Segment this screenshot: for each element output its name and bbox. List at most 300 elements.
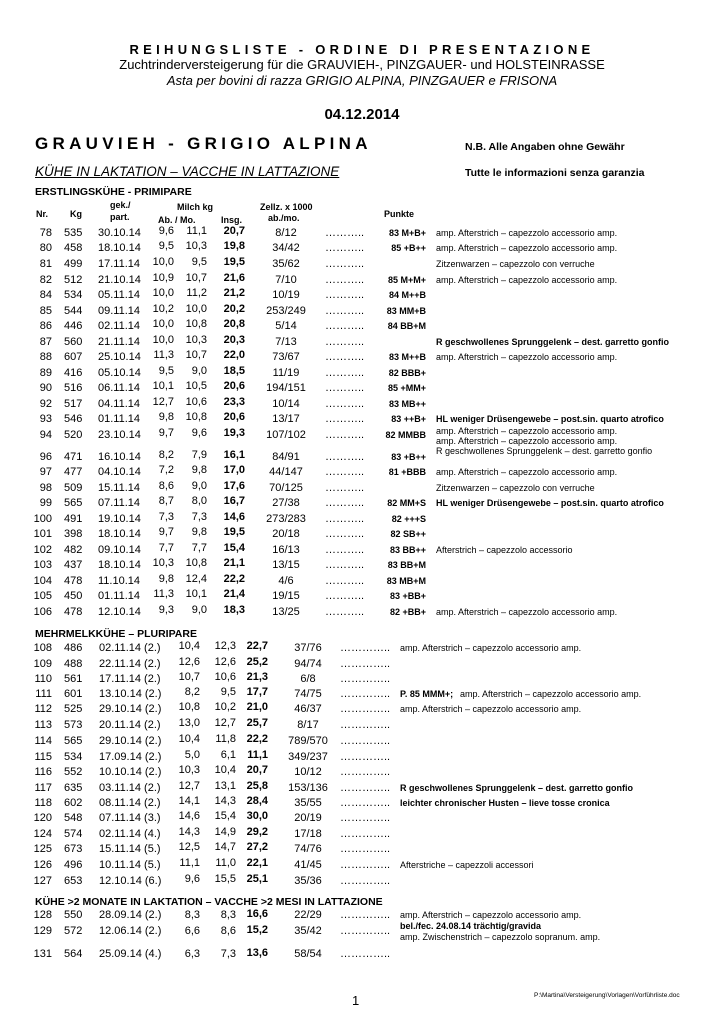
cell-calving-date: 07.11.14 xyxy=(98,497,141,509)
cell-milk-am: 10,1 xyxy=(152,380,174,392)
cell-milk-total: 19,8 xyxy=(223,240,245,252)
cell-weight: 437 xyxy=(64,559,83,571)
cell-weight: 565 xyxy=(64,735,83,747)
cell-nr: 89 xyxy=(39,367,52,379)
cell-nr: 82 xyxy=(39,274,52,286)
cell-milk-total: 29,2 xyxy=(246,826,268,838)
cell-milk-total: 22,1 xyxy=(246,857,268,869)
cell-milk-total: 25,8 xyxy=(246,780,268,792)
cell-dots: ……….. xyxy=(325,274,365,286)
auction-subtitle: Zuchtrinderversteigerung für die GRAUVIEH-, PINZGAUER- und HOLSTEINRASSE xyxy=(119,57,605,72)
cell-milk-total: 23,3 xyxy=(223,396,245,408)
cell-somatic-cells: 7/13 xyxy=(275,336,297,348)
cell-milk-am: 10,0 xyxy=(152,287,174,299)
cell-milk-pm: 11,8 xyxy=(215,733,236,745)
cell-somatic-cells: 58/54 xyxy=(294,948,322,960)
auction-subtitle-it: Asta per bovini di razza GRIGIO ALPINA, PINZGAUER e FRISONA xyxy=(166,73,558,88)
cell-milk-total: 16,6 xyxy=(246,908,268,920)
cell-dots: ……….. xyxy=(325,351,365,363)
cell-points: 85 M+M+ xyxy=(387,275,426,285)
cell-nr: 116 xyxy=(34,766,52,778)
cell-dots: ……….. xyxy=(325,429,365,441)
cell-milk-pm: 11,2 xyxy=(186,287,207,299)
table-row xyxy=(0,466,724,482)
cell-dots: ………….. xyxy=(340,843,391,855)
cell-calving-date: 30.10.14 xyxy=(98,227,141,239)
cell-nr: 81 xyxy=(39,258,52,270)
cell-milk-am: 11,3 xyxy=(153,349,174,361)
cell-milk-total: 21,3 xyxy=(246,671,268,683)
table-row xyxy=(0,875,724,891)
cell-milk-pm: 15,5 xyxy=(214,873,236,885)
cell-milk-am: 9,7 xyxy=(158,526,174,538)
cell-points: 83 MB++ xyxy=(388,399,426,409)
cell-weight: 398 xyxy=(64,528,83,540)
cell-milk-am: 9,5 xyxy=(158,240,174,252)
cell-milk-am: 10,4 xyxy=(178,640,200,652)
cell-somatic-cells: 41/45 xyxy=(294,859,322,871)
cell-remarks: HL weniger Drüsengewebe – post.sin. quarto atrofico xyxy=(436,414,664,424)
cell-somatic-cells: 153/136 xyxy=(288,782,328,794)
cell-points: 83 BB+M xyxy=(387,560,426,570)
cell-milk-pm: 8,3 xyxy=(220,909,236,921)
table-row xyxy=(0,782,724,798)
cell-remarks: R geschwollenes Sprunggelenk – dest. garretto gonfio xyxy=(436,337,670,347)
cell-milk-pm: 10,5 xyxy=(185,380,207,392)
cell-milk-pm: 7,7 xyxy=(191,542,207,554)
table-row xyxy=(0,482,724,498)
cell-somatic-cells: 16/13 xyxy=(272,544,300,556)
cell-dots: ………….. xyxy=(340,735,391,747)
cell-milk-total: 21,6 xyxy=(223,272,245,284)
cell-somatic-cells: 46/37 xyxy=(294,703,322,715)
cell-dots: ……….. xyxy=(325,528,365,540)
cell-calving-date: 18.10.14 xyxy=(98,242,141,254)
cell-somatic-cells: 27/38 xyxy=(272,497,300,509)
cell-milk-pm: 9,8 xyxy=(191,526,207,538)
cell-points: 83 MM+B xyxy=(386,306,426,316)
cell-nr: 101 xyxy=(33,528,52,540)
cell-milk-pm: 10,0 xyxy=(185,303,207,315)
cell-milk-pm: 9,0 xyxy=(191,604,207,616)
cell-weight: 512 xyxy=(64,274,83,286)
cell-nr: 98 xyxy=(39,482,52,494)
table-row xyxy=(0,559,724,575)
cell-remarks: amp. Afterstrich – capezzolo accessorio amp. xyxy=(400,704,582,714)
cell-milk-total: 20,7 xyxy=(223,225,245,237)
cell-milk-total: 25,7 xyxy=(246,717,268,729)
cell-calving-date: 28.09.14 (2.) xyxy=(99,909,162,921)
cell-milk-am: 7,7 xyxy=(158,542,174,554)
cell-somatic-cells: 6/8 xyxy=(300,673,316,685)
cell-remarks-lead: P. 85 MMM+; xyxy=(400,689,454,699)
cell-somatic-cells: 73/67 xyxy=(272,351,300,363)
cell-somatic-cells: 34/42 xyxy=(272,242,300,254)
cell-milk-pm: 12,4 xyxy=(185,573,207,585)
cell-dots: ……….. xyxy=(325,466,365,478)
cell-remarks: R geschwollenes Sprunggelenk – dest. garretto gonfio xyxy=(436,446,653,456)
cell-dots: ………….. xyxy=(340,812,391,824)
table-row xyxy=(0,528,724,544)
cell-nr: 113 xyxy=(34,719,52,731)
cell-milk-am: 9,5 xyxy=(158,365,174,377)
cell-points: 83 +BB+ xyxy=(389,591,426,601)
cell-milk-am: 10,4 xyxy=(178,733,200,745)
cell-nr: 96 xyxy=(39,451,52,463)
cell-somatic-cells: 13/15 xyxy=(272,559,300,571)
cell-milk-total: 20,8 xyxy=(223,318,245,330)
cell-weight: 552 xyxy=(64,766,83,778)
cell-weight: 450 xyxy=(64,590,83,602)
cell-nr: 114 xyxy=(34,735,52,747)
cell-somatic-cells: 44/147 xyxy=(269,466,303,478)
category-title: KÜHE IN LAKTATION – VACCHE IN LATTAZIONE xyxy=(35,164,340,179)
cell-milk-total: 22,0 xyxy=(223,349,245,361)
cell-calving-date: 17.09.14 (2.) xyxy=(99,751,162,763)
cell-weight: 550 xyxy=(64,909,83,921)
cell-nr: 78 xyxy=(39,227,52,239)
cell-nr: 125 xyxy=(33,843,52,855)
table-row xyxy=(0,797,724,813)
cell-milk-pm: 8,6 xyxy=(220,925,236,937)
cell-remarks: R geschwollenes Sprunggelenk – dest. garretto gonfio xyxy=(400,783,634,793)
cell-milk-am: 11,1 xyxy=(179,857,200,869)
cell-milk-am: 12,7 xyxy=(178,780,200,792)
cell-dots: ……….. xyxy=(325,305,365,317)
cell-weight: 509 xyxy=(64,482,83,494)
table-row xyxy=(0,289,724,305)
cell-weight: 607 xyxy=(64,351,83,363)
cell-nr: 109 xyxy=(33,658,52,670)
cell-calving-date: 19.10.14 xyxy=(98,513,141,525)
cell-dots: ………….. xyxy=(340,673,391,685)
cell-weight: 525 xyxy=(64,703,83,715)
table-row xyxy=(0,859,724,875)
cell-nr: 100 xyxy=(33,513,52,525)
table-row xyxy=(0,242,724,258)
table-row xyxy=(0,305,724,321)
cell-points: 83 M++B xyxy=(388,352,426,362)
cell-nr: 105 xyxy=(33,590,52,602)
cell-weight: 602 xyxy=(64,797,83,809)
table-row xyxy=(0,451,724,467)
table-row xyxy=(0,398,724,414)
cell-milk-total: 18,3 xyxy=(223,604,245,616)
table-row xyxy=(0,751,724,767)
cell-milk-total: 16,1 xyxy=(223,449,245,461)
cell-milk-pm: 14,7 xyxy=(214,841,236,853)
cell-points: 83 BB++ xyxy=(389,545,426,555)
column-header-milk: Milch kg xyxy=(177,202,214,212)
cell-dots: ………….. xyxy=(340,925,391,937)
section-title-late-lactation: KÜHE >2 MONATE IN LAKTATION – VACCHE >2 MESI IN LATTAZIONE xyxy=(35,896,383,908)
cell-milk-pm: 10,4 xyxy=(214,764,236,776)
cell-weight: 561 xyxy=(64,673,83,685)
cell-dots: ……….. xyxy=(325,544,365,556)
cell-milk-am: 10,7 xyxy=(178,671,200,683)
cell-remarks: Zitzenwarzen – capezzolo con verruche xyxy=(436,259,595,269)
cell-calving-date: 01.11.14 xyxy=(98,590,141,602)
cell-dots: ……….. xyxy=(325,367,365,379)
cell-nr: 108 xyxy=(33,642,52,654)
cell-milk-am: 11,3 xyxy=(153,588,174,600)
cell-nr: 104 xyxy=(33,575,52,587)
cell-milk-pm: 7,3 xyxy=(220,948,236,960)
cell-milk-am: 14,6 xyxy=(178,810,200,822)
cell-milk-total: 11,1 xyxy=(247,749,268,761)
column-header-kg: Kg xyxy=(70,209,82,219)
cell-weight: 486 xyxy=(64,642,83,654)
cell-somatic-cells: 107/102 xyxy=(266,429,306,441)
table-row xyxy=(0,948,724,964)
cell-milk-total: 17,0 xyxy=(223,464,245,476)
cell-milk-total: 22,7 xyxy=(246,640,268,652)
table-row xyxy=(0,590,724,606)
cell-milk-total: 22,2 xyxy=(246,733,268,745)
cell-remarks: amp. Afterstrich – capezzolo accessorio amp. xyxy=(436,228,618,238)
cell-weight: 520 xyxy=(64,429,83,441)
cell-somatic-cells: 5/14 xyxy=(275,320,297,332)
cell-weight: 478 xyxy=(64,606,83,618)
table-row xyxy=(0,227,724,243)
cell-points: 83 ++B+ xyxy=(391,414,426,424)
cell-nr: 90 xyxy=(39,382,52,394)
cell-nr: 110 xyxy=(34,673,52,685)
cell-calving-date: 05.10.14 xyxy=(98,367,141,379)
cell-milk-am: 12,5 xyxy=(178,841,200,853)
cell-weight: 499 xyxy=(64,258,83,270)
table-row xyxy=(0,258,724,274)
cell-calving-date: 23.10.14 xyxy=(98,429,141,441)
table-row xyxy=(0,828,724,844)
cell-somatic-cells: 13/25 xyxy=(272,606,300,618)
table-row xyxy=(0,735,724,751)
cell-dots: ……….. xyxy=(325,258,365,270)
cell-weight: 471 xyxy=(64,451,83,463)
cell-dots: ………….. xyxy=(340,703,391,715)
cell-points: 84 BB+M xyxy=(387,321,426,331)
cell-milk-total: 14,6 xyxy=(223,511,245,523)
cell-calving-date: 09.10.14 xyxy=(98,544,141,556)
cell-milk-am: 10,0 xyxy=(152,318,174,330)
cell-nr: 127 xyxy=(33,875,52,887)
file-path: P:\Martina\Versteigerung\Vorlagen\Vorführliste.doc xyxy=(534,992,680,999)
cell-nr: 86 xyxy=(39,320,52,332)
cell-milk-pm: 10,6 xyxy=(214,671,236,683)
cell-nr: 117 xyxy=(34,782,52,794)
cell-somatic-cells: 4/6 xyxy=(278,575,294,587)
cell-weight: 572 xyxy=(64,925,83,937)
cell-dots: ………….. xyxy=(340,642,391,654)
cell-nr: 120 xyxy=(33,812,52,824)
cell-nr: 94 xyxy=(39,429,52,441)
cell-nr: 97 xyxy=(39,466,52,478)
cell-milk-total: 27,2 xyxy=(246,841,268,853)
cell-points: 82 +BB+ xyxy=(389,607,426,617)
cell-nr: 118 xyxy=(34,797,52,809)
cell-milk-pm: 12,7 xyxy=(214,717,236,729)
cell-weight: 534 xyxy=(64,751,83,763)
cell-milk-am: 12,7 xyxy=(152,396,174,408)
cell-calving-date: 29.10.14 (2.) xyxy=(99,735,162,747)
cell-nr: 92 xyxy=(39,398,52,410)
cell-calving-date: 05.11.14 xyxy=(98,289,141,301)
cell-dots: ………….. xyxy=(340,859,391,871)
cell-somatic-cells: 35/36 xyxy=(294,875,322,887)
cell-dots: ……….. xyxy=(325,590,365,602)
cell-calving-date: 21.10.14 xyxy=(98,274,141,286)
cell-milk-total: 20,3 xyxy=(223,334,245,346)
cell-nr: 126 xyxy=(33,859,52,871)
cell-dots: ………….. xyxy=(340,948,391,960)
cell-milk-am: 7,3 xyxy=(158,511,174,523)
cell-calving-date: 18.10.14 xyxy=(98,528,141,540)
cell-milk-total: 19,5 xyxy=(223,526,245,538)
cell-remarks-lead: bel./fec. 24.08.14 trächtig/gravida xyxy=(400,921,542,931)
auction-date: 04.12.2014 xyxy=(324,106,400,123)
table-row xyxy=(0,274,724,290)
cell-milk-total: 22,2 xyxy=(223,573,245,585)
cell-somatic-cells: 10/14 xyxy=(272,398,300,410)
cell-milk-am: 5,0 xyxy=(184,749,200,761)
cell-calving-date: 07.11.14 (3.) xyxy=(99,812,161,824)
cell-remarks: amp. Afterstrich – capezzolo accessorio amp. xyxy=(436,607,618,617)
cell-remarks: amp. Afterstrich – capezzolo accessorio amp. xyxy=(436,275,618,285)
cell-somatic-cells: 7/10 xyxy=(275,274,297,286)
cell-milk-pm: 14,9 xyxy=(214,826,236,838)
table-row xyxy=(0,812,724,828)
cell-points: 82 MM+S xyxy=(387,498,426,508)
cell-somatic-cells: 35/42 xyxy=(294,925,322,937)
cell-calving-date: 12.10.14 (6.) xyxy=(99,875,162,887)
cell-calving-date: 20.11.14 (2.) xyxy=(99,719,161,731)
cell-milk-total: 18,5 xyxy=(223,365,245,377)
disclaimer-it: Tutte le informazioni senza garanzia xyxy=(465,167,645,179)
cell-nr: 128 xyxy=(33,909,52,921)
cell-remarks: Afterstrich – capezzolo accessorio xyxy=(436,545,573,555)
cell-somatic-cells: 19/15 xyxy=(272,590,300,602)
cell-dots: ……….. xyxy=(325,336,365,348)
cell-milk-pm: 10,6 xyxy=(185,396,207,408)
section-title-primipare: ERSTLINGSKÜHE - PRIMIPARE xyxy=(35,186,192,198)
cell-weight: 544 xyxy=(64,305,83,317)
cell-milk-am: 9,8 xyxy=(158,411,174,423)
table-row xyxy=(0,921,724,942)
cell-calving-date: 12.10.14 xyxy=(98,606,141,618)
cell-milk-am: 10,0 xyxy=(152,334,174,346)
cell-milk-pm: 6,1 xyxy=(220,749,236,761)
cell-milk-am: 9,8 xyxy=(158,573,174,585)
cell-milk-am: 14,3 xyxy=(178,826,200,838)
cell-somatic-cells: 37/76 xyxy=(294,642,322,654)
cell-milk-am: 12,6 xyxy=(178,656,200,668)
cell-dots: ……….. xyxy=(325,398,365,410)
cell-somatic-cells: 84/91 xyxy=(272,451,300,463)
cell-remarks: Zitzenwarzen – capezzolo con verruche xyxy=(436,483,595,493)
cell-somatic-cells: 8/17 xyxy=(297,719,319,731)
cell-somatic-cells: 20/18 xyxy=(272,528,300,540)
cell-points: 83 +B++ xyxy=(391,452,426,462)
cell-milk-pm: 11,1 xyxy=(186,225,207,237)
cell-milk-total: 17,6 xyxy=(223,480,245,492)
cell-weight: 535 xyxy=(64,227,83,239)
cell-calving-date: 03.11.14 (2.) xyxy=(99,782,161,794)
cell-remarks: HL weniger Drüsengewebe – post.sin. quarto atrofico xyxy=(436,498,664,508)
cell-nr: 80 xyxy=(39,242,52,254)
cell-somatic-cells: 273/283 xyxy=(266,513,306,525)
cell-milk-pm: 9,5 xyxy=(220,686,236,698)
cell-remarks: amp. Afterstrich – capezzolo accessorio amp. xyxy=(400,643,582,653)
cell-milk-pm: 9,0 xyxy=(191,480,207,492)
table-row xyxy=(0,703,724,719)
cell-dots: ………….. xyxy=(340,909,391,921)
cell-calving-date: 29.10.14 (2.) xyxy=(99,703,162,715)
cell-dots: ………….. xyxy=(340,688,391,700)
cell-milk-total: 28,4 xyxy=(246,795,268,807)
column-header-milk-total: Insg. xyxy=(221,215,243,225)
cell-milk-am: 10,9 xyxy=(152,272,174,284)
cell-milk-total: 21,2 xyxy=(223,287,245,299)
cell-calving-date: 13.10.14 (2.) xyxy=(99,688,162,700)
cell-weight: 516 xyxy=(64,382,83,394)
table-row xyxy=(0,719,724,735)
cell-nr: 115 xyxy=(34,751,52,763)
cell-milk-am: 10,8 xyxy=(178,701,200,713)
cell-calving-date: 15.11.14 (5.) xyxy=(99,843,161,855)
cell-milk-pm: 8,0 xyxy=(191,495,207,507)
cell-points: 82 +++S xyxy=(391,514,426,524)
cell-milk-pm: 12,3 xyxy=(214,640,236,652)
cell-milk-total: 20,6 xyxy=(223,411,245,423)
cell-milk-pm: 9,0 xyxy=(191,365,207,377)
cell-points: 83 MB+M xyxy=(386,576,426,586)
cell-nr: 129 xyxy=(33,925,52,937)
cell-dots: ……….. xyxy=(325,382,365,394)
cell-dots: ………….. xyxy=(340,751,391,763)
column-header-cells: Zellz. x 1000 xyxy=(260,202,313,212)
cell-milk-total: 20,2 xyxy=(223,303,245,315)
cell-milk-total: 15,2 xyxy=(246,924,268,936)
column-header-cells-it: ab./mo. xyxy=(268,213,300,223)
cell-milk-pm: 13,1 xyxy=(214,780,236,792)
cell-nr: 99 xyxy=(39,497,52,509)
cell-milk-am: 10,3 xyxy=(178,764,200,776)
table-row xyxy=(0,843,724,859)
cell-calving-date: 25.10.14 xyxy=(98,351,141,363)
cell-milk-am: 8,2 xyxy=(158,449,174,461)
cell-points: 84 M++B xyxy=(388,290,426,300)
cell-milk-am: 9,7 xyxy=(158,427,174,439)
cell-dots: ……….. xyxy=(325,606,365,618)
table-row xyxy=(0,320,724,336)
cell-dots: ………….. xyxy=(340,658,391,670)
cell-milk-total: 30,0 xyxy=(246,810,268,822)
cell-milk-pm: 10,3 xyxy=(185,240,207,252)
cell-milk-pm: 10,8 xyxy=(185,318,207,330)
cell-weight: 496 xyxy=(64,859,83,871)
cell-dots: ………….. xyxy=(340,828,391,840)
cell-nr: 87 xyxy=(39,336,52,348)
cell-dots: ……….. xyxy=(325,242,365,254)
cell-points: 82 SB++ xyxy=(390,529,426,539)
cell-dots: ……….. xyxy=(325,320,365,332)
cell-weight: 458 xyxy=(64,242,83,254)
cell-remarks: amp. Afterstrich – capezzolo accessorio amp. xyxy=(436,467,618,477)
cell-calving-date: 25.09.14 (4.) xyxy=(99,948,162,960)
cell-calving-date: 10.11.14 (5.) xyxy=(99,859,161,871)
table-row xyxy=(0,336,724,352)
column-header-milk-am-pm: Ab. / Mo. xyxy=(158,215,196,225)
